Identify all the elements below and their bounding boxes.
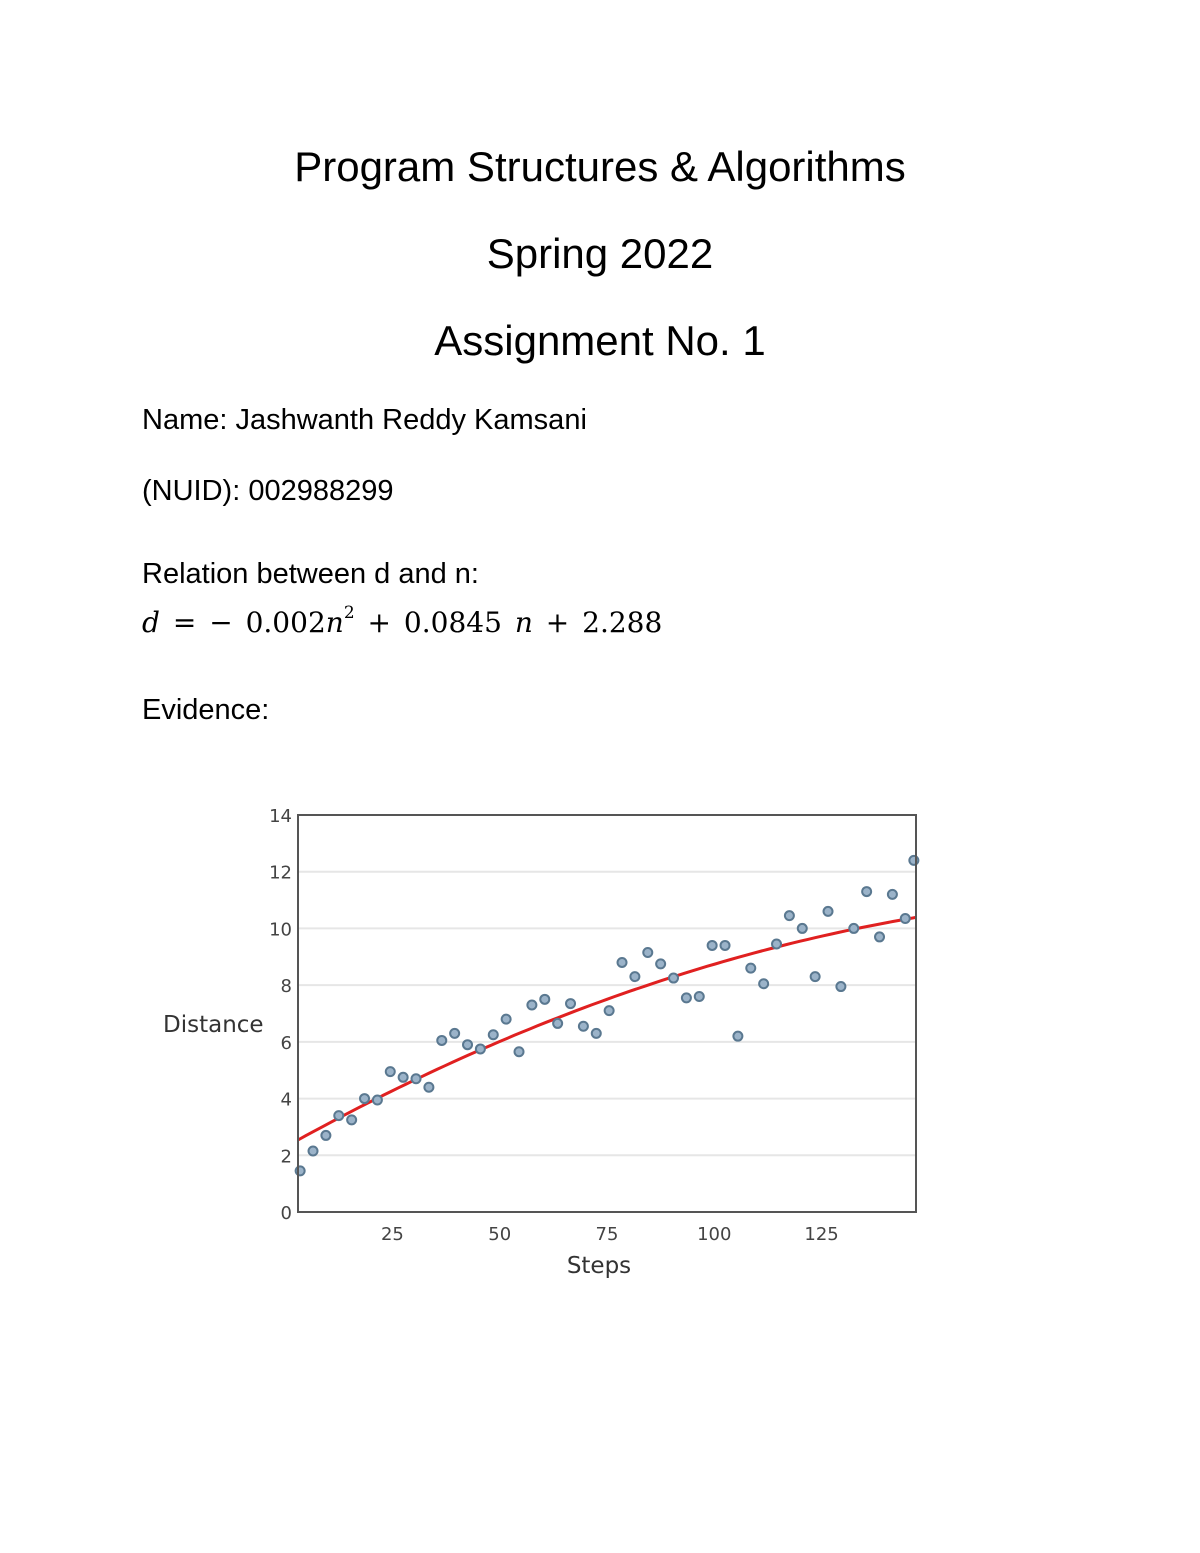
eq-exponent: 2 <box>343 603 355 623</box>
y-tick-label: 12 <box>269 862 292 884</box>
relation-heading: Relation between d and n: <box>142 558 479 590</box>
eq-plus-1: + <box>367 606 392 639</box>
data-point <box>901 914 910 923</box>
eq-equals: = <box>172 606 197 639</box>
data-point <box>309 1147 318 1156</box>
data-point <box>656 959 665 968</box>
data-point <box>695 992 704 1001</box>
data-point <box>630 972 639 981</box>
data-point <box>527 1000 536 1009</box>
data-point <box>296 1166 305 1175</box>
data-point <box>566 999 575 1008</box>
eq-n-squared: n <box>325 606 344 639</box>
data-point <box>373 1095 382 1104</box>
data-point <box>347 1115 356 1124</box>
data-point <box>386 1067 395 1076</box>
data-point <box>708 941 717 950</box>
data-point <box>502 1015 511 1024</box>
data-point <box>579 1022 588 1031</box>
term-title: Spring 2022 <box>486 230 714 277</box>
student-name: Name: Jashwanth Reddy Kamsani <box>142 404 587 436</box>
data-point <box>424 1083 433 1092</box>
y-tick-label: 8 <box>280 976 292 998</box>
data-point <box>733 1032 742 1041</box>
relation-equation <box>142 603 663 640</box>
data-point <box>836 982 845 991</box>
data-point <box>553 1019 562 1028</box>
x-tick-label: 75 <box>595 1224 619 1245</box>
data-point <box>682 993 691 1002</box>
evidence-heading: Evidence: <box>142 694 270 726</box>
y-tick-label: 10 <box>269 919 292 941</box>
fit-curve <box>298 917 916 1140</box>
student-nuid: (NUID): 002988299 <box>142 475 394 507</box>
y-axis-label: Distance <box>163 1012 264 1038</box>
data-point <box>489 1030 498 1039</box>
data-point <box>437 1036 446 1045</box>
data-point <box>360 1094 369 1103</box>
data-point <box>862 887 871 896</box>
eq-constant: 2.288 <box>582 606 663 639</box>
y-tick-label: 14 <box>269 806 292 827</box>
eq-minus: − <box>209 606 233 639</box>
data-point <box>450 1029 459 1038</box>
y-tick-label: 2 <box>280 1146 292 1168</box>
data-point <box>785 911 794 920</box>
course-title: Program Structures & Algorithms <box>294 143 906 190</box>
data-point <box>399 1073 408 1082</box>
data-point <box>476 1044 485 1053</box>
data-point <box>515 1047 524 1056</box>
x-tick-labels <box>381 1224 839 1245</box>
eq-plus-2: + <box>545 606 570 639</box>
y-tick-labels <box>269 806 292 1224</box>
data-point <box>412 1074 421 1083</box>
y-tick-label: 0 <box>280 1203 292 1224</box>
data-point <box>721 941 730 950</box>
x-axis-label: Steps <box>566 1253 632 1279</box>
data-point <box>540 995 549 1004</box>
eq-n: n <box>514 606 533 639</box>
data-point <box>909 856 918 865</box>
x-tick-label: 50 <box>488 1224 512 1245</box>
data-point <box>746 964 755 973</box>
data-point <box>592 1029 601 1038</box>
data-point <box>669 974 678 983</box>
data-point <box>643 948 652 957</box>
data-point <box>824 907 833 916</box>
data-point <box>888 890 897 899</box>
data-points <box>296 856 919 1176</box>
eq-coef-a: 0.002 <box>245 606 326 639</box>
data-point <box>798 924 807 933</box>
data-point <box>321 1131 330 1140</box>
eq-d: d <box>142 606 160 639</box>
data-point <box>618 958 627 967</box>
data-point <box>334 1111 343 1120</box>
y-tick-label: 6 <box>280 1032 292 1054</box>
distance-steps-chart <box>150 795 940 1295</box>
data-point <box>605 1006 614 1015</box>
data-point <box>463 1040 472 1049</box>
x-tick-label: 25 <box>380 1224 404 1245</box>
x-tick-label: 125 <box>804 1224 839 1245</box>
assignment-title: Assignment No. 1 <box>434 317 766 364</box>
x-tick-label: 100 <box>697 1224 732 1245</box>
data-point <box>772 940 781 949</box>
y-tick-label: 4 <box>280 1089 292 1111</box>
data-point <box>811 972 820 981</box>
data-point <box>849 924 858 933</box>
data-point <box>759 979 768 988</box>
data-point <box>875 932 884 941</box>
eq-coef-b: 0.0845 <box>403 606 502 639</box>
